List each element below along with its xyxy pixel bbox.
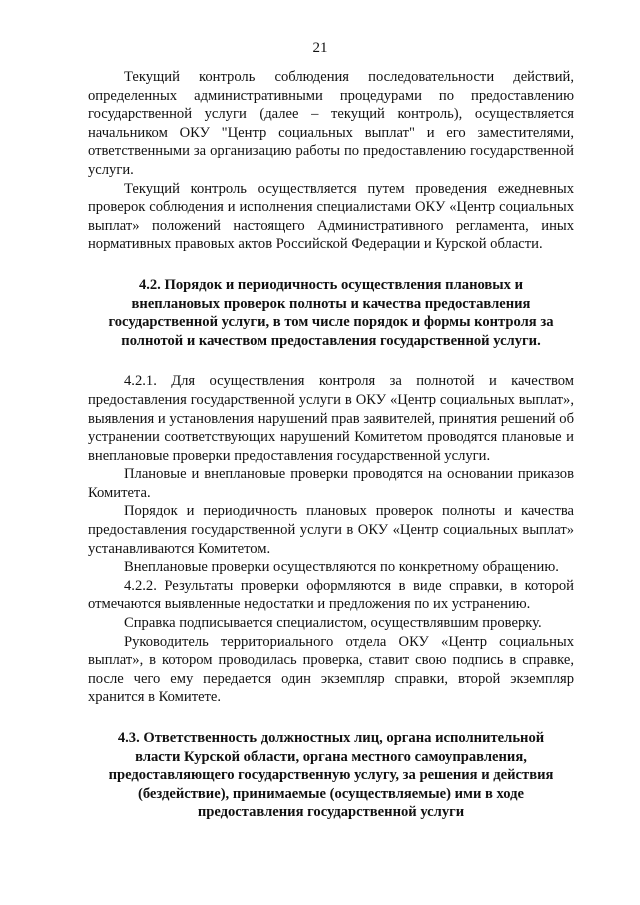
section-heading-4-2: 4.2. Порядок и периодичность осуществления плановых и внеплановых проверок полноты и качества предоставления государственной услуги, в том числе порядок и формы контроля за полнотой и качеством предоставления государственной услуги. <box>108 276 554 349</box>
section-heading-4-3: 4.3. Ответственность должностных лиц, органа исполнительной власти Курской области, органа местного самоуправления, предоставляющего государственную услугу, за решения и действия (бездействие), принимаемые (осуществляемые) ими в ходе предоставления государственной услуги <box>108 730 554 821</box>
paragraph: Руководитель территориального отдела ОКУ «Центр социальных выплат», в котором проводилась проверка, ставит свою подпись в справке, после чего ему передается один экземпляр справки, второй экземпляр хранится в Комитете. <box>88 633 574 706</box>
paragraph: 4.2.1. Для осуществления контроля за полнотой и качеством предоставления государственной услуги в ОКУ «Центр социальных выплат», выявления и установления нарушений прав заявителей, принятия решений об устранении соответствующих нарушений Комитетом проводятся плановые и внеплановые проверки предоставления государственной услуги. <box>88 373 574 464</box>
paragraph: Плановые и внеплановые проверки проводятся на основании приказов Комитета. <box>88 466 574 501</box>
page-number: 21 <box>312 40 328 56</box>
paragraph: Текущий контроль осуществляется путем проведения ежедневных проверок соблюдения и исполнения специалистами ОКУ «Центр социальных выплат» положений настоящего Административного регламента, иных нормативных правовых актов Российской Федерации и Курской области. <box>88 180 574 253</box>
paragraph: Текущий контроль соблюдения последовательности действий, определенных административными процедурами по предоставлению государственной услуги (далее – текущий контроль), осуществляется начальником ОКУ "Центр социальных выплат" и его заместителями, ответственными за организацию работы по предоставлению государственной услуги. <box>88 69 574 178</box>
paragraph: Порядок и периодичность плановых проверок полноты и качества предоставления государственной услуги в ОКУ «Центр социальных выплат» устанавливаются Комитетом. <box>88 503 574 557</box>
document-body <box>88 68 574 822</box>
paragraph: Внеплановые проверки осуществляются по конкретному обращению. <box>124 559 559 576</box>
paragraph: 4.2.2. Результаты проверки оформляются в виде справки, в которой отмечаются выявленные недостатки и предложения по их устранению. <box>88 577 574 613</box>
paragraph: Справка подписывается специалистом, осуществлявшим проверку. <box>124 615 542 632</box>
